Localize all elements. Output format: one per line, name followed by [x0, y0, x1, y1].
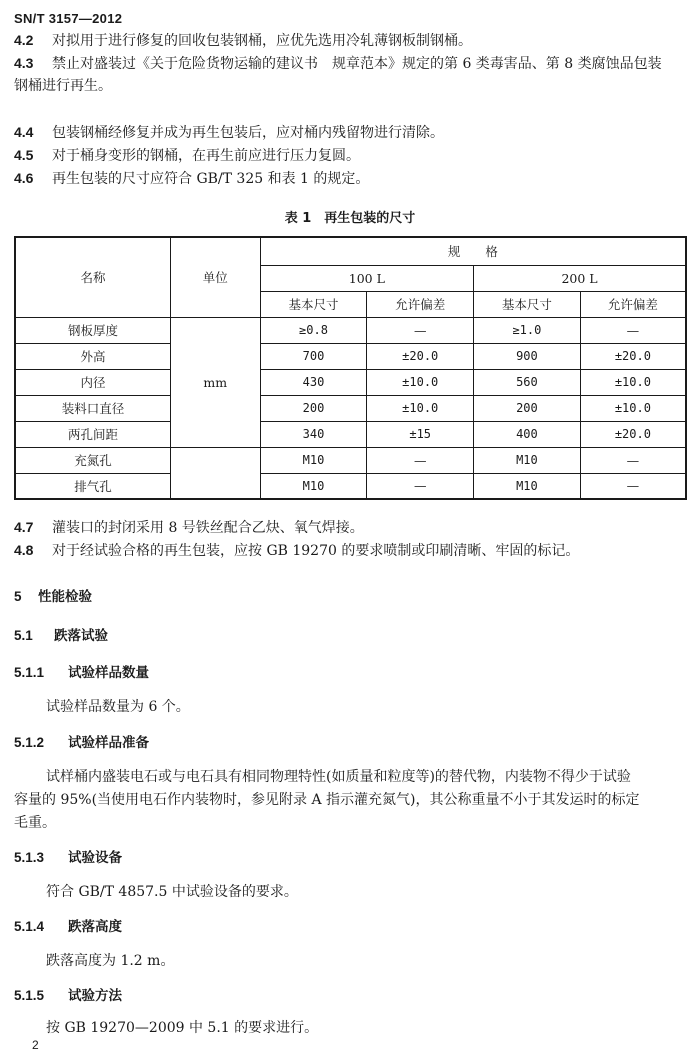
cell-value: ±10.0 — [580, 395, 686, 421]
section-5-1-3-body: 符合 GB/T 4857.5 中试验设备的要求。 — [46, 884, 298, 900]
row-name: 两孔间距 — [15, 421, 170, 447]
table-row — [15, 317, 686, 343]
clause-4-5 — [14, 146, 360, 165]
section-number: 5.1.4 — [14, 919, 45, 934]
cell-value: M10 — [474, 473, 581, 499]
row-name: 钢板厚度 — [15, 317, 170, 343]
section-number: 5.1.5 — [14, 988, 45, 1003]
clause-text: 对拟用于进行修复的回收包装钢桶，应优先选用冷轧薄钢板制钢桶。 — [52, 33, 472, 49]
clause-number: 4.3 — [14, 55, 34, 71]
section-title: 试验方法 — [68, 988, 122, 1004]
clause-text: 再生包装的尺寸应符合 GB/T 325 和表 1 的规定。 — [52, 171, 370, 187]
clause-number: 4.2 — [14, 32, 34, 48]
section-title: 试验样品数量 — [68, 665, 149, 681]
header-basic-size: 基本尺寸 — [260, 291, 367, 317]
clause-4-3 — [14, 54, 662, 73]
cell-value: M10 — [474, 447, 581, 473]
clause-number: 4.6 — [14, 170, 34, 186]
cell-value: M10 — [260, 447, 367, 473]
cell-value: 560 — [474, 369, 581, 395]
section-title: 跌落高度 — [68, 919, 122, 935]
row-name: 内径 — [15, 369, 170, 395]
cell-value: M10 — [260, 473, 367, 499]
clause-4-8 — [14, 541, 579, 560]
section-title: 试验样品准备 — [68, 735, 149, 751]
section-5-1-heading — [14, 627, 108, 645]
section-5-heading — [14, 588, 92, 606]
section-5-1-3-heading — [14, 849, 122, 867]
clause-text: 对于桶身变形的钢桶，在再生前应进行压力复圆。 — [52, 148, 360, 164]
cell-value: 900 — [474, 343, 581, 369]
section-number: 5 — [14, 589, 22, 604]
row-unit: mm — [170, 317, 260, 447]
clause-number: 4.7 — [14, 519, 34, 535]
cell-value: ±15 — [367, 421, 474, 447]
section-title: 跌落试验 — [54, 628, 108, 644]
header-basic-size: 基本尺寸 — [474, 291, 581, 317]
table-row — [15, 395, 686, 421]
cell-value: 400 — [474, 421, 581, 447]
clause-text: 对于经试验合格的再生包装，应按 GB 19270 的要求喷制或印刷清晰、牢固的标记。 — [52, 543, 580, 559]
section-5-1-2-body-line1: 试样桶内盛装电石或与电石具有相同物理特性(如质量和粒度等)的替代物，内装物不得少于试验 — [46, 769, 631, 785]
section-5-1-2-body-line3: 毛重。 — [14, 815, 56, 831]
clause-number: 4.5 — [14, 147, 34, 163]
section-5-1-5-body: 按 GB 19270—2009 中 5.1 的要求进行。 — [46, 1020, 319, 1036]
row-name: 充氮孔 — [15, 447, 170, 473]
cell-value: — — [580, 447, 686, 473]
table-row — [15, 421, 686, 447]
cell-value: 700 — [260, 343, 367, 369]
table-row — [15, 473, 686, 499]
table-row — [15, 447, 686, 473]
section-5-1-5-heading — [14, 987, 122, 1005]
clause-number: 4.8 — [14, 542, 34, 558]
cell-value: 200 — [260, 395, 367, 421]
header-tolerance: 允许偏差 — [580, 291, 686, 317]
cell-value: ±10.0 — [367, 369, 474, 395]
cell-value: ±20.0 — [580, 343, 686, 369]
cell-value: — — [367, 473, 474, 499]
section-5-1-2-heading — [14, 734, 149, 752]
section-number: 5.1.1 — [14, 665, 45, 680]
section-5-1-1-heading — [14, 664, 149, 682]
header-capacity-200l: 200 L — [474, 265, 686, 291]
cell-value: — — [580, 473, 686, 499]
section-5-1-1-body: 试验样品数量为 6 个。 — [46, 699, 190, 715]
cell-value: — — [367, 317, 474, 343]
clause-4-6 — [14, 169, 369, 188]
cell-value: — — [580, 317, 686, 343]
cell-value: 340 — [260, 421, 367, 447]
cell-value: 430 — [260, 369, 367, 395]
clause-text: 灌装口的封闭采用 8 号铁丝配合乙炔、氧气焊接。 — [52, 520, 364, 536]
cell-value: ±20.0 — [580, 421, 686, 447]
dimension-table — [14, 236, 687, 500]
cell-value: ≥1.0 — [474, 317, 581, 343]
table-row — [15, 343, 686, 369]
header-tolerance: 允许偏差 — [367, 291, 474, 317]
section-number: 5.1.2 — [14, 735, 45, 750]
clause-4-7 — [14, 518, 364, 537]
clause-4-3-continued — [14, 77, 112, 95]
row-name: 外高 — [15, 343, 170, 369]
clause-text: 包装钢桶经修复并成为再生包装后，应对桶内残留物进行清除。 — [52, 125, 444, 141]
clause-number: 4.4 — [14, 124, 34, 140]
clause-text: 禁止对盛装过《关于危险货物运输的建议书 规章范本》规定的第 6 类毒害品、第 8 类腐蚀品包装 — [52, 56, 662, 72]
row-name: 装料口直径 — [15, 395, 170, 421]
clause-4-2 — [14, 31, 472, 50]
table-caption: 表 1 再生包装的尺寸 — [284, 211, 416, 226]
section-5-1-4-body: 跌落高度为 1.2 m。 — [46, 953, 175, 969]
section-5-1-2-body-line2: 容量的 95%(当使用电石作内装物时，参见附录 A 指示灌充氮气)，其公称重量不小于其发运时的标定 — [14, 792, 640, 808]
header-unit: 单位 — [170, 237, 260, 317]
section-5-1-4-heading — [14, 918, 122, 936]
cell-value: ±10.0 — [367, 395, 474, 421]
header-spec: 规 格 — [260, 237, 686, 265]
cell-value: ±10.0 — [580, 369, 686, 395]
row-unit-empty — [170, 447, 260, 499]
cell-value: ≥0.8 — [260, 317, 367, 343]
section-number: 5.1 — [14, 628, 33, 643]
clause-text: 钢桶进行再生。 — [14, 78, 112, 94]
section-title: 试验设备 — [68, 850, 122, 866]
clause-4-4 — [14, 123, 444, 142]
page-number: 2 — [32, 1038, 39, 1052]
cell-value: 200 — [474, 395, 581, 421]
header-capacity-100l: 100 L — [260, 265, 473, 291]
section-title: 性能检验 — [38, 589, 92, 605]
standard-number: SN/T 3157—2012 — [14, 11, 123, 26]
row-name: 排气孔 — [15, 473, 170, 499]
table-row — [15, 369, 686, 395]
cell-value: — — [367, 447, 474, 473]
cell-value: ±20.0 — [367, 343, 474, 369]
header-name: 名称 — [15, 237, 170, 317]
section-number: 5.1.3 — [14, 850, 45, 865]
